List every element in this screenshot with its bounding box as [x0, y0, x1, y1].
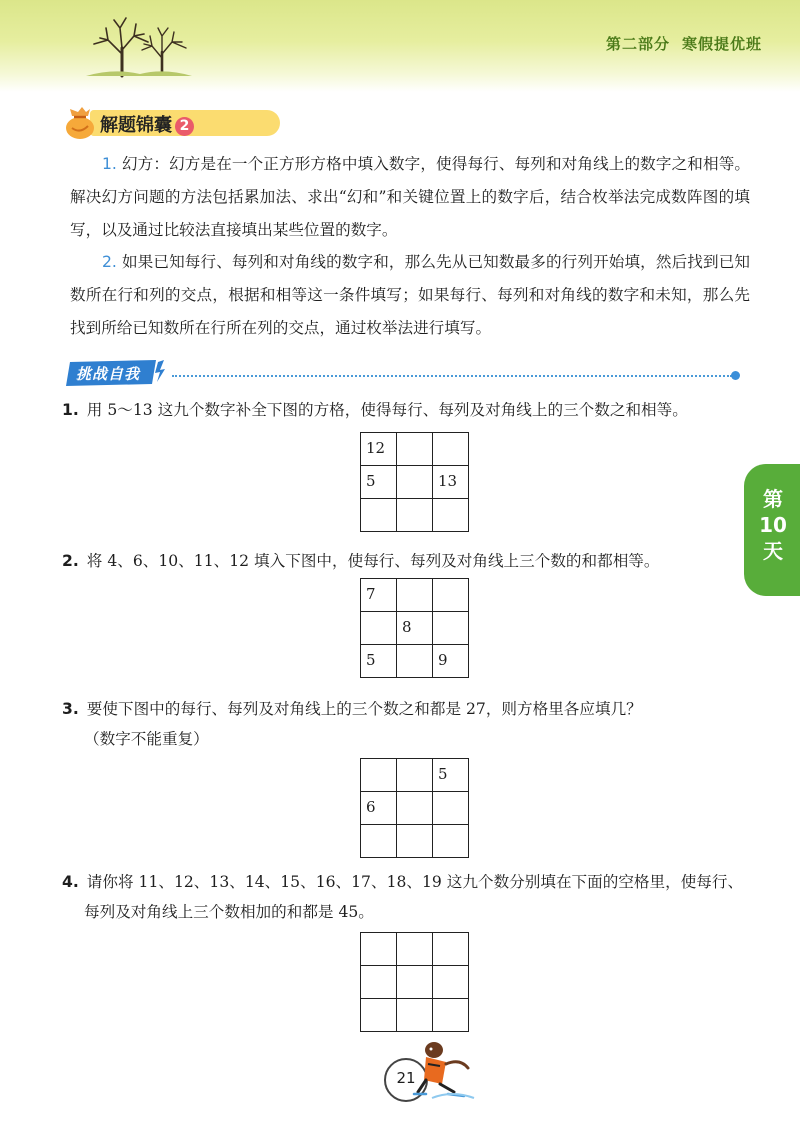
grid-cell[interactable] [361, 612, 397, 645]
challenge-title: 挑战自我 [76, 365, 141, 383]
challenge-dotted-line [172, 375, 732, 377]
grid-row [361, 759, 469, 792]
grid-row [361, 499, 469, 532]
day-side-tab-text [752, 486, 794, 564]
day-tab-line-1: 第 [763, 487, 783, 511]
grid-cell[interactable] [433, 792, 469, 825]
grid-cell[interactable] [433, 825, 469, 858]
question-3-grid [360, 758, 469, 858]
day-tab-line-3: 天 [763, 539, 783, 563]
grid-cell[interactable] [433, 933, 469, 966]
tips-paragraph-1 [70, 148, 750, 247]
grid-cell[interactable] [433, 966, 469, 999]
grid-cell[interactable] [361, 933, 397, 966]
tips-title [100, 111, 194, 137]
grid-cell[interactable] [361, 499, 397, 532]
part-label: 第二部分 [605, 35, 670, 53]
tips-paragraph-2-text: 如果已知每行、每列和对角线的数字和，那么先从已知数最多的行列开始填，然后找到已知数所在行和列的交点，根据和相等这一条件填写；如果每行、每列和对角线的数字和未知，那么先找到所给已知数所在行所在列的交点，通过枚举法进行填写。 [70, 253, 750, 337]
question-4 [62, 867, 752, 927]
question-3-text: 要使下图中的每行、每列及对角线上的三个数之和都是 27，则方格里各应填几？ [86, 700, 642, 718]
grid-row [361, 466, 469, 499]
grid-cell[interactable] [397, 759, 433, 792]
challenge-line-dot [731, 371, 740, 380]
grid-cell[interactable] [397, 645, 433, 678]
grid-cell[interactable] [361, 825, 397, 858]
grid-row [361, 999, 469, 1032]
grid-cell[interactable]: 5 [361, 645, 397, 678]
grid-row [361, 645, 469, 678]
question-1-number: 1. [62, 401, 79, 419]
grid-cell[interactable] [433, 499, 469, 532]
grid-row [361, 966, 469, 999]
grid-row [361, 792, 469, 825]
tips-paragraph-2 [70, 246, 750, 345]
question-2-number: 2. [62, 552, 79, 570]
question-1 [62, 395, 752, 425]
grid-cell[interactable] [397, 792, 433, 825]
header-part-label [594, 33, 762, 54]
grid-cell[interactable] [433, 433, 469, 466]
question-3-number: 3. [62, 700, 79, 718]
grid-cell[interactable] [433, 612, 469, 645]
grid-cell[interactable]: 8 [397, 612, 433, 645]
grid-cell[interactable]: 12 [361, 433, 397, 466]
question-4-text-continued: 每列及对角线上三个数相加的和都是 45。 [84, 903, 374, 921]
page-number: 21 [396, 1069, 416, 1087]
question-2-text: 将 4、6、10、11、12 填入下图中，使每行、每列及对角线上三个数的和都相等。 [86, 552, 660, 570]
question-2-grid [360, 578, 469, 678]
grid-cell[interactable]: 13 [433, 466, 469, 499]
tips-title-text: 解题锦囊 [100, 115, 172, 136]
grid-row [361, 825, 469, 858]
grid-cell[interactable]: 7 [361, 579, 397, 612]
bare-trees-illustration [84, 14, 194, 78]
grid-cell[interactable]: 5 [433, 759, 469, 792]
grid-cell[interactable]: 5 [361, 466, 397, 499]
day-tab-line-2: 10 [759, 513, 787, 537]
skating-cat-icon [412, 1040, 476, 1102]
grid-row [361, 579, 469, 612]
question-3-text-continued: （数字不能重复） [84, 730, 209, 748]
question-4-number: 4. [62, 873, 79, 891]
grid-cell[interactable] [433, 999, 469, 1032]
grid-cell[interactable] [397, 499, 433, 532]
grid-cell[interactable] [397, 825, 433, 858]
tips-paragraph-2-number: 2. [102, 253, 117, 271]
grid-cell[interactable] [361, 999, 397, 1032]
grid-cell[interactable]: 9 [433, 645, 469, 678]
grid-cell[interactable] [397, 999, 433, 1032]
grid-cell[interactable] [397, 579, 433, 612]
grid-row [361, 433, 469, 466]
grid-cell[interactable] [433, 579, 469, 612]
tips-paragraph-1-number: 1. [102, 155, 117, 173]
question-2 [62, 546, 752, 576]
tips-title-number: 2 [175, 117, 194, 136]
question-4-grid [360, 932, 469, 1032]
day-side-tab [744, 464, 800, 596]
question-4-text: 请你将 11、12、13、14、15、16、17、18、19 这九个数分别填在下面的空格里，使每行、 [86, 873, 744, 891]
tips-paragraph-1-text: 幻方：幻方是在一个正方形方格中填入数字，使得每行、每列和对角线上的数字之和相等。解决幻方问题的方法包括累加法、求出“幻和”和关键位置上的数字后，结合枚举法完成数阵图的填写，以及通过比较法直接填出某些位置的数字。 [70, 155, 750, 239]
question-3 [62, 694, 752, 754]
grid-cell[interactable] [397, 466, 433, 499]
grid-cell[interactable] [397, 933, 433, 966]
question-1-grid [360, 432, 469, 532]
grid-cell[interactable] [361, 759, 397, 792]
grid-cell[interactable] [361, 966, 397, 999]
grid-row [361, 933, 469, 966]
grid-cell[interactable]: 6 [361, 792, 397, 825]
grid-row [361, 612, 469, 645]
section-label: 寒假提优班 [681, 35, 762, 53]
grid-cell[interactable] [397, 433, 433, 466]
grid-cell[interactable] [397, 966, 433, 999]
question-1-text: 用 5～13 这九个数字补全下图的方格，使得每行、每列及对角线上的三个数之和相等。 [86, 401, 688, 419]
money-bag-icon [62, 104, 102, 140]
